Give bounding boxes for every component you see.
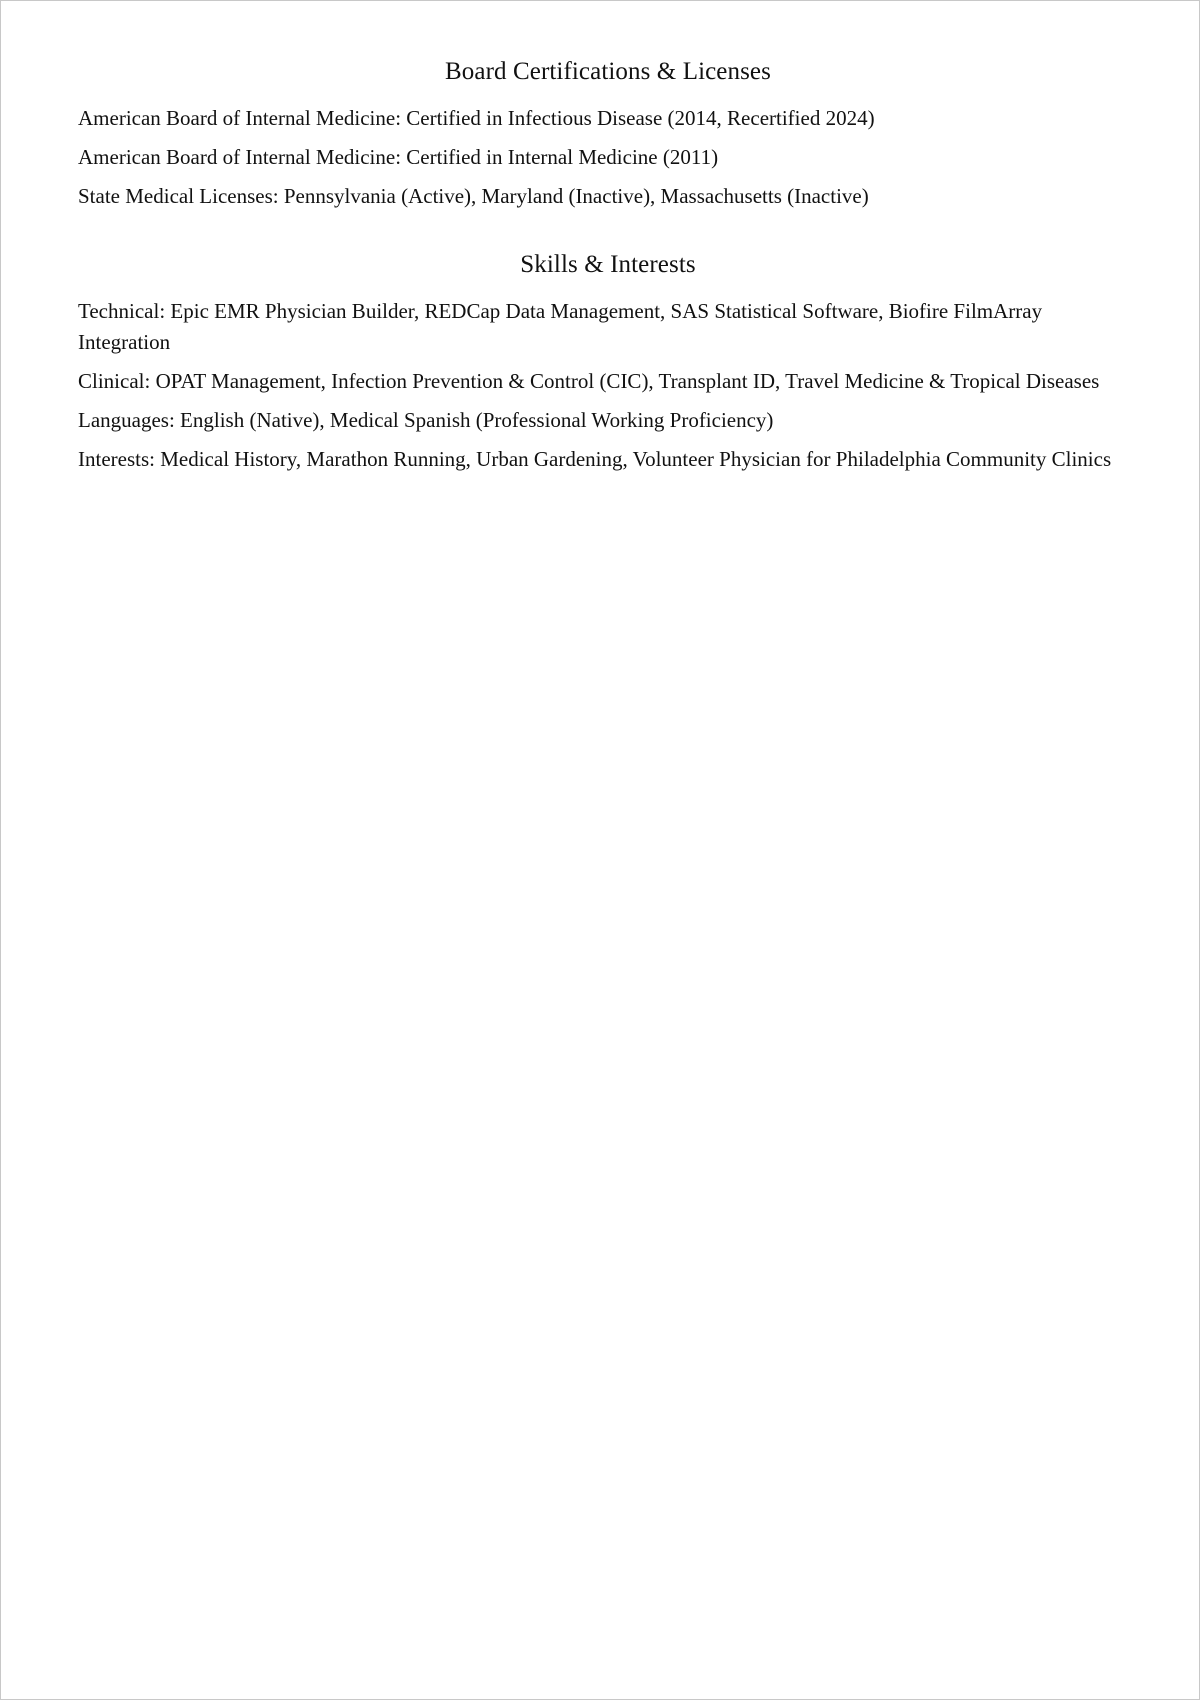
entry-label: Interests: (78, 447, 155, 471)
skills-interests-section (78, 250, 1138, 475)
entry-label: Technical: (78, 299, 166, 323)
license-entry-state-medical (78, 181, 1138, 212)
entry-text: Certified in Internal Medicine (2011) (401, 145, 719, 169)
entry-label: Languages: (78, 408, 175, 432)
entry-label: Clinical: (78, 369, 151, 393)
entry-text: Pennsylvania (Active), Maryland (Inactive), Massachusetts (Inactive) (278, 184, 869, 208)
board-certifications-section (78, 57, 1138, 212)
skills-entry-interests (78, 444, 1138, 475)
skills-entry-clinical (78, 366, 1138, 397)
entry-label: American Board of Internal Medicine: (78, 145, 402, 169)
document-content (78, 57, 1138, 483)
entry-text: Epic EMR Physician Builder, REDCap Data Management, SAS Statistical Software, Biofire FilmArray Integration (78, 299, 1043, 354)
section-title: Skills & Interests (520, 251, 696, 278)
entry-text: Medical History, Marathon Running, Urban Gardening, Volunteer Physician for Philadelphia Community Clinics (154, 447, 1112, 471)
entry-label: American Board of Internal Medicine: (78, 106, 402, 130)
section-title: Board Certifications & Licenses (445, 58, 771, 85)
skills-entry-languages (78, 405, 1138, 436)
certification-entry-infectious-disease (78, 103, 1138, 134)
entry-text: English (Native), Medical Spanish (Professional Working Proficiency) (174, 408, 774, 432)
skills-entry-technical (78, 296, 1138, 358)
certification-entry-internal-medicine (78, 142, 1138, 173)
entry-text: OPAT Management, Infection Prevention & Control (CIC), Transplant ID, Travel Medicine & Tropical Diseases (150, 369, 1100, 393)
entry-text: Certified in Infectious Disease (2014, Recertified 2024) (401, 106, 875, 130)
entry-label: State Medical Licenses: (78, 184, 279, 208)
